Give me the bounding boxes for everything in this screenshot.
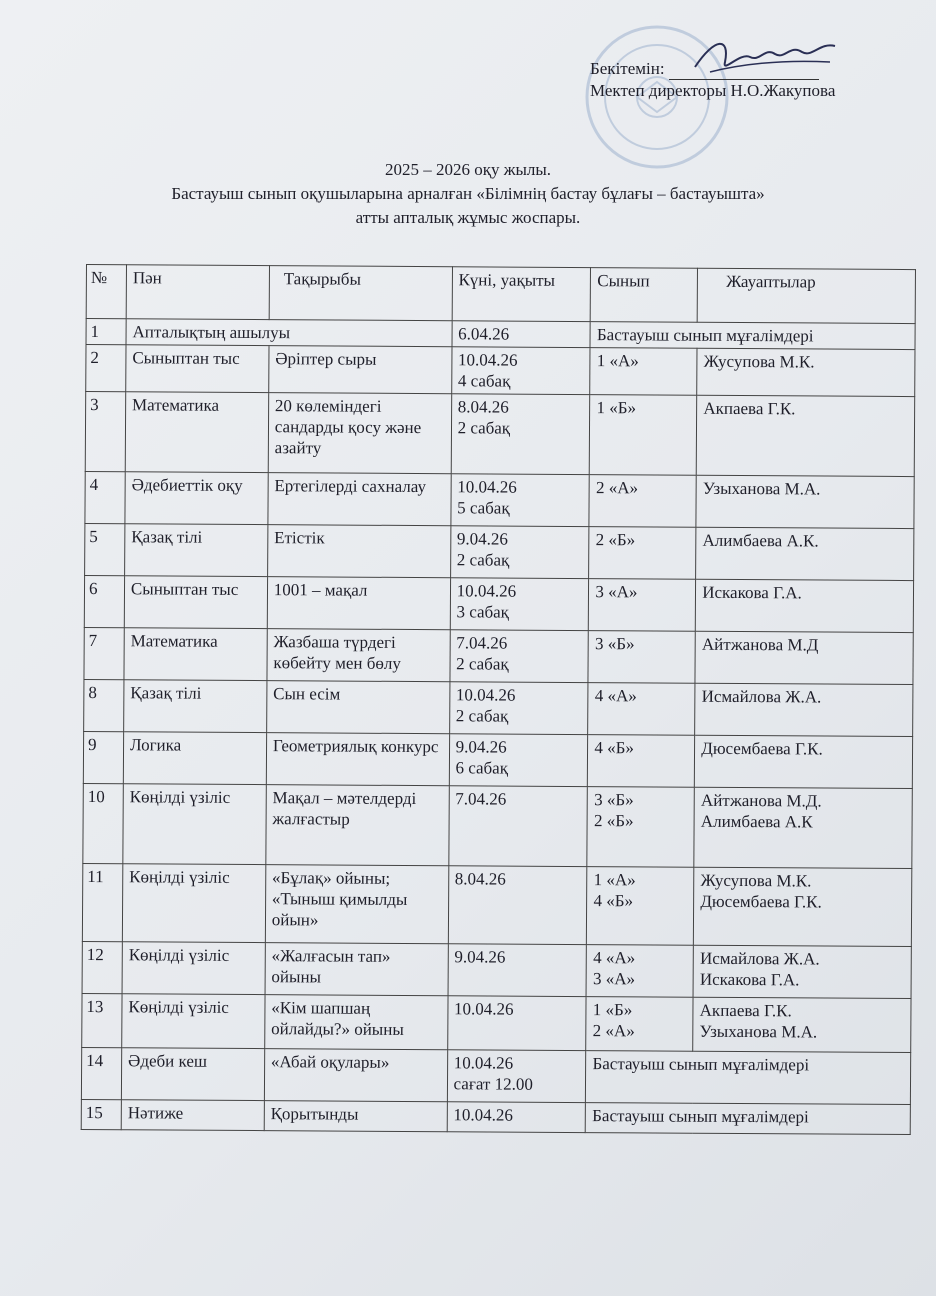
- table-row: [84, 627, 913, 684]
- table-row: [83, 731, 912, 788]
- row-class: 3 «А»: [595, 582, 638, 602]
- cell-topic: [265, 865, 448, 944]
- row-number: 1: [90, 322, 100, 342]
- row-time: 3 сабақ: [456, 602, 510, 622]
- row-time: 4 сабақ: [457, 371, 511, 391]
- cell-number: [82, 941, 122, 993]
- row-class: 4 «А»: [593, 948, 636, 968]
- cell-topic: [269, 346, 452, 394]
- row-number: 3: [90, 395, 99, 415]
- cell-number: [84, 627, 124, 679]
- cell-date: [449, 734, 588, 787]
- row-topic: Жазбаша түрдегі көбейту мен бөлу: [273, 632, 402, 673]
- row-class-second: 3 «А»: [592, 969, 636, 989]
- row-date: 9.04.26: [455, 737, 507, 757]
- cell-date: [451, 474, 590, 527]
- row-subject: Математика: [132, 395, 220, 415]
- row-class-second: 2 «Б»: [593, 811, 634, 831]
- cell-subject: [126, 319, 452, 347]
- table-row: [85, 523, 914, 580]
- cell-class: [590, 348, 697, 396]
- cell-subject: [123, 784, 266, 865]
- cell-number: [86, 345, 126, 392]
- row-responsible: Айтжанова М.Д.: [700, 790, 822, 811]
- row-responsible: Узыханова М.А.: [702, 478, 821, 499]
- header-number: №: [86, 265, 126, 319]
- row-class-second: 2 «А»: [592, 1021, 635, 1041]
- cell-date: [450, 526, 589, 579]
- table-row: [84, 575, 913, 632]
- cell-class: [589, 527, 696, 580]
- row-date: 10.04.26: [456, 581, 517, 601]
- cell-subject: [124, 680, 267, 733]
- document-title: [60, 158, 876, 230]
- cell-date: [448, 944, 587, 997]
- cell-topic: [267, 629, 450, 682]
- header-responsible: Жауаптылар: [697, 268, 915, 323]
- row-time: 2 сабақ: [455, 706, 509, 726]
- cell-number: [81, 1047, 121, 1099]
- row-date: 7.04.26: [456, 633, 508, 653]
- row-number: 14: [86, 1051, 104, 1071]
- approval-position: Мектеп директоры Н.О.Жакупова: [590, 81, 836, 100]
- cell-topic: [265, 943, 448, 996]
- header-topic: Тақырыбы: [269, 266, 452, 321]
- row-subject: Нәтиже: [127, 1103, 184, 1123]
- row-number: 10: [87, 787, 105, 807]
- cell-responsible: [696, 527, 914, 580]
- table-row: [85, 471, 914, 528]
- cell-topic: [268, 393, 451, 474]
- row-responsible: Айтжанова М.Д: [701, 634, 819, 655]
- row-responsible: Бастауыш сынып мұғалімдері: [592, 1106, 809, 1127]
- table-row: [84, 679, 913, 736]
- cell-number: [83, 783, 123, 863]
- cell-responsible: [586, 1103, 911, 1135]
- cell-number: [84, 575, 124, 627]
- row-subject: Көңілді үзіліс: [129, 787, 231, 807]
- row-subject: Әдебиеттік оқу: [131, 475, 243, 495]
- cell-subject: [123, 732, 266, 785]
- cell-date: [448, 786, 587, 867]
- row-topic: Сын есім: [273, 684, 341, 704]
- cell-topic: [267, 577, 450, 630]
- row-subject: Сыныптан тыс: [130, 579, 239, 599]
- row-class: 2 «А»: [595, 478, 639, 498]
- row-responsible: Акпаева Г.К.: [699, 1000, 792, 1021]
- row-number: 8: [88, 683, 97, 703]
- row-topic: Геометриялық конкурс: [272, 736, 439, 757]
- row-class-second: 4 «Б»: [593, 891, 634, 911]
- cell-date: [448, 866, 587, 945]
- row-number: 5: [89, 527, 98, 547]
- header-date: Күні, уақыты: [452, 267, 591, 322]
- row-number: 9: [88, 735, 97, 755]
- row-date: 10.04.26: [453, 999, 514, 1019]
- row-class: 3 «Б»: [595, 634, 635, 654]
- cell-topic: [264, 1101, 447, 1132]
- cell-responsible: [590, 322, 915, 350]
- row-subject: Көңілді үзіліс: [129, 867, 230, 887]
- row-topic: «Бұлақ» ойыны; «Тыныш қимылды ойын»: [271, 868, 408, 930]
- cell-topic: [264, 1049, 447, 1102]
- row-time: 2 сабақ: [456, 550, 510, 570]
- row-responsible-second: Искакова Г.А.: [699, 969, 800, 990]
- row-topic: Етістік: [274, 528, 325, 548]
- row-number: 15: [85, 1103, 103, 1123]
- cell-number: [84, 679, 124, 731]
- cell-responsible: [694, 787, 912, 868]
- row-number: 12: [86, 945, 104, 965]
- row-subject: Әдеби кеш: [128, 1051, 208, 1071]
- cell-date: [447, 1102, 586, 1133]
- cell-class: [590, 395, 697, 476]
- row-responsible: Алимбаева А.К.: [702, 530, 819, 551]
- cell-topic: [266, 733, 449, 786]
- row-date: 10.04.26: [455, 685, 516, 705]
- row-date: 10.04.26: [457, 350, 518, 370]
- row-subject: Сыныптан тыс: [132, 348, 240, 368]
- row-subject: Қазақ тілі: [130, 683, 202, 703]
- row-date: 8.04.26: [454, 869, 506, 889]
- row-class: 1 «А»: [596, 351, 639, 371]
- table-row: [82, 941, 911, 998]
- row-responsible: Акпаева Г.К.: [703, 398, 796, 419]
- row-class: 1 «Б»: [592, 1000, 633, 1020]
- row-responsible: Бастауыш сынып мұғалімдері: [596, 325, 814, 346]
- row-topic: «Жалғасын тап» ойыны: [271, 946, 391, 987]
- header-subject: Пән: [126, 265, 269, 320]
- cell-topic: [265, 995, 448, 1050]
- cell-date: [451, 347, 590, 395]
- cell-subject: [125, 472, 268, 525]
- row-date: 9.04.26: [454, 947, 506, 967]
- row-date: 10.04.26: [453, 1105, 513, 1125]
- cell-responsible: [695, 683, 913, 736]
- title-main: Бастауыш сынып оқушыларына арналған «Білімнің бастау бұлағы – бастауышта»: [171, 184, 765, 203]
- row-topic: Ертегілерді сахналау: [274, 476, 427, 497]
- cell-topic: [267, 525, 450, 578]
- row-subject: Көңілді үзіліс: [128, 997, 229, 1017]
- row-topic: «Кім шапшаң ойлайды?» ойыны: [271, 998, 404, 1039]
- row-date: 9.04.26: [456, 529, 508, 549]
- cell-class: [586, 945, 693, 998]
- table-row: [86, 345, 915, 397]
- row-number: 7: [88, 631, 98, 651]
- approval-label: Бекітемін:: [590, 59, 665, 78]
- row-responsible: Искакова Г.А.: [702, 582, 802, 603]
- cell-class: [587, 787, 694, 868]
- row-time: 6 сабақ: [455, 758, 509, 778]
- title-sub: атты апталық жұмыс жоспары.: [355, 208, 581, 227]
- row-class: 4 «А»: [594, 686, 637, 706]
- cell-subject: [121, 1100, 264, 1131]
- cell-class: [586, 997, 693, 1052]
- row-date: 6.04.26: [458, 324, 510, 344]
- row-subject: Математика: [130, 631, 218, 651]
- cell-subject: [122, 864, 265, 943]
- row-subject: Қазақ тілі: [131, 527, 203, 547]
- row-date: 10.04.26: [457, 477, 517, 497]
- row-number: 2: [90, 348, 99, 368]
- cell-number: [81, 1099, 121, 1129]
- row-responsible: Исмайлова Ж.А.: [699, 948, 820, 969]
- cell-class: [588, 683, 695, 736]
- row-topic: Мақал – мәтелдерді жалғастыр: [272, 788, 417, 829]
- row-number: 6: [88, 579, 98, 599]
- row-responsible: Жусупова М.К.: [703, 351, 815, 372]
- row-time: 2 сабақ: [456, 654, 509, 674]
- cell-date: [451, 394, 590, 475]
- cell-responsible: [694, 867, 912, 946]
- cell-responsible: [696, 395, 914, 476]
- cell-subject: [124, 576, 267, 629]
- row-date: 10.04.26: [453, 1053, 514, 1073]
- table-row: [82, 993, 911, 1052]
- cell-subject: [121, 1048, 264, 1101]
- cell-date: [447, 1050, 586, 1103]
- approval-block: [590, 58, 835, 102]
- cell-topic: [266, 785, 449, 866]
- row-responsible: Дюсембаева Г.К.: [701, 738, 823, 759]
- cell-date: [449, 682, 588, 735]
- cell-number: [82, 993, 122, 1047]
- cell-subject: [122, 942, 265, 995]
- row-time: 2 сабақ: [457, 418, 511, 438]
- cell-topic: [266, 681, 449, 734]
- table-row: [82, 863, 911, 946]
- row-responsible-second: Алимбаева А.К: [700, 811, 813, 832]
- table-row: [81, 1047, 910, 1104]
- table-header-row: [86, 265, 915, 324]
- row-responsible-second: Узыханова М.А.: [699, 1021, 818, 1042]
- cell-responsible: [586, 1051, 911, 1105]
- cell-responsible: [697, 348, 915, 396]
- cell-number: [82, 863, 122, 941]
- cell-responsible: [695, 631, 913, 684]
- row-date: 8.04.26: [457, 397, 509, 417]
- table-row: [81, 1099, 910, 1134]
- cell-class: [589, 579, 696, 632]
- row-topic: 20 көлеміндегі сандарды қосу және азайту: [274, 396, 422, 458]
- row-class: 1 «Б»: [596, 398, 637, 418]
- row-topic: Әріптер сыры: [275, 349, 377, 369]
- title-year: 2025 – 2026 оқу жылы.: [384, 160, 552, 179]
- row-time: сағат 12.00: [453, 1074, 533, 1094]
- cell-subject: [122, 994, 265, 1049]
- cell-date: [452, 321, 591, 348]
- cell-responsible: [696, 579, 914, 632]
- row-subject: Көңілді үзіліс: [128, 945, 230, 965]
- row-responsible: Исмайлова Ж.А.: [701, 686, 822, 707]
- row-class: 3 «Б»: [594, 790, 634, 810]
- cell-topic: [268, 473, 451, 526]
- row-topic: Қорытынды: [270, 1104, 359, 1124]
- row-subject: Логика: [129, 735, 182, 755]
- row-responsible-second: Дюсембаева Г.К.: [700, 891, 822, 912]
- row-topic: 1001 – мақал: [273, 580, 368, 600]
- cell-class: [588, 735, 695, 788]
- cell-number: [85, 471, 125, 523]
- cell-responsible: [693, 997, 911, 1052]
- row-class: 4 «Б»: [594, 738, 635, 758]
- cell-date: [450, 578, 589, 631]
- table-row: [85, 392, 914, 477]
- row-subject: Апталықтың ашылуы: [132, 322, 291, 343]
- row-class: 1 «А»: [593, 870, 636, 890]
- cell-number: [85, 523, 125, 575]
- row-time: 5 сабақ: [457, 498, 510, 518]
- signature-line: [669, 65, 819, 80]
- work-plan-table: [81, 264, 916, 1135]
- row-number: 13: [86, 997, 104, 1017]
- cell-subject: [124, 628, 267, 681]
- table-row: [83, 783, 912, 868]
- row-class: 2 «Б»: [595, 530, 636, 550]
- row-number: 11: [87, 867, 104, 887]
- cell-class: [587, 867, 694, 946]
- cell-responsible: [693, 945, 911, 998]
- row-responsible: Жусупова М.К.: [700, 870, 812, 891]
- cell-date: [450, 630, 589, 683]
- cell-subject: [126, 345, 269, 393]
- cell-responsible: [696, 475, 914, 528]
- cell-subject: [125, 392, 268, 473]
- header-class: Сынып: [591, 268, 698, 323]
- cell-class: [589, 475, 696, 528]
- row-date: 7.04.26: [455, 789, 507, 809]
- row-topic: «Абай оқулары»: [270, 1052, 390, 1072]
- cell-subject: [125, 524, 268, 577]
- cell-number: [83, 731, 123, 783]
- cell-date: [447, 996, 586, 1051]
- cell-class: [588, 631, 695, 684]
- cell-responsible: [695, 735, 913, 788]
- row-responsible: Бастауыш сынып мұғалімдері: [592, 1054, 810, 1075]
- row-number: 4: [89, 475, 99, 495]
- cell-number: [85, 392, 125, 472]
- cell-number: [86, 319, 126, 345]
